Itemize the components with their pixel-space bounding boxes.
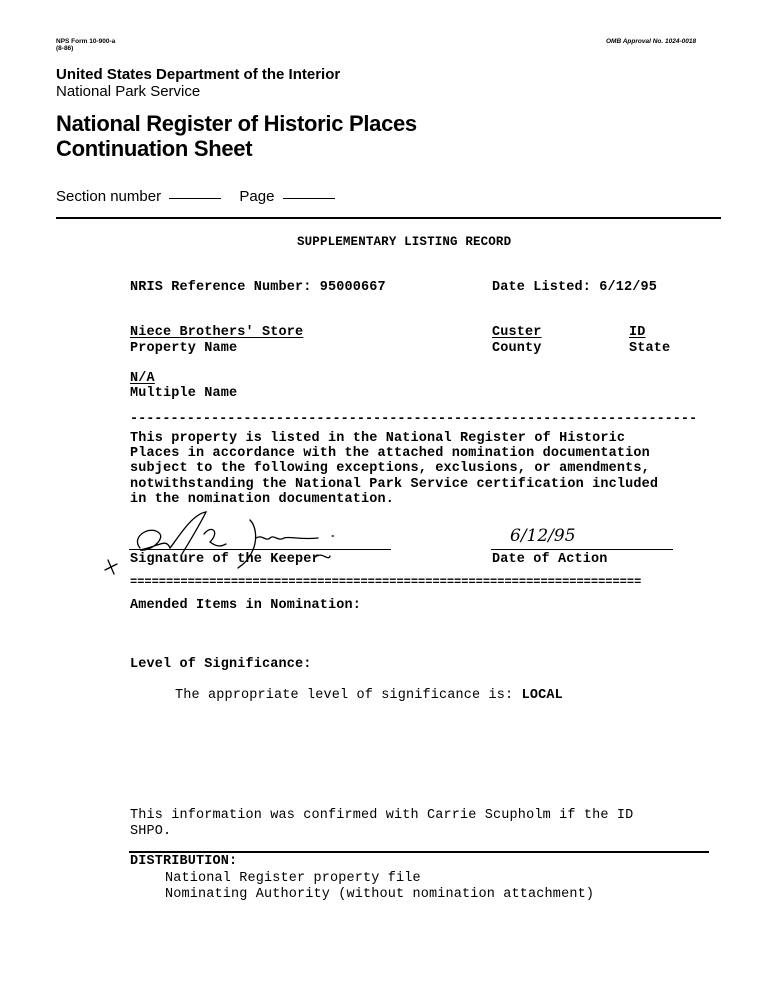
date-action-line xyxy=(491,549,673,550)
date-listed xyxy=(492,280,657,295)
keeper-signature xyxy=(100,508,400,580)
header-rule xyxy=(56,217,721,219)
significance-text: The appropriate level of significance is: xyxy=(175,688,514,703)
date-of-action-label: Date of Action xyxy=(492,552,608,567)
agency-name: National Park Service xyxy=(56,83,201,100)
confirmation-note xyxy=(130,808,633,840)
signature-label: Signature of the Keeper xyxy=(130,552,320,567)
signature-line xyxy=(129,549,391,550)
county-label: County xyxy=(492,341,542,356)
state-value: ID xyxy=(629,325,646,340)
form-title-line2: Continuation Sheet xyxy=(56,136,253,161)
confirmation-line: This information was confirmed with Carrie Scupholm if the ID xyxy=(130,808,634,823)
property-name-label: Property Name xyxy=(130,341,238,356)
record-heading: SUPPLEMENTARY LISTING RECORD xyxy=(297,235,512,249)
form-number xyxy=(56,38,115,52)
page-blank xyxy=(283,197,335,199)
form-number-text: NPS Form 10-900-a xyxy=(56,38,116,45)
form-date-text: (8-86) xyxy=(56,45,74,52)
distribution-heading: DISTRIBUTION: xyxy=(130,854,238,869)
confirmation-line: SHPO. xyxy=(130,824,172,839)
statement-line: in the nomination documentation. xyxy=(130,491,395,507)
nris-value: 95000667 xyxy=(319,280,386,295)
county-value: Custer xyxy=(492,325,542,340)
form-title-line1: National Register of Historic Places xyxy=(56,111,417,136)
significance-line xyxy=(175,688,563,703)
page-label: Page xyxy=(239,188,275,205)
dashed-separator: ---------------------------------------------------------------------- xyxy=(130,412,698,427)
omb-approval: OMB Approval No. 1024-0018 xyxy=(606,38,697,45)
significance-heading: Level of Significance: xyxy=(130,657,312,672)
multiple-name-value: N/A xyxy=(130,371,155,386)
significance-value: LOCAL xyxy=(521,688,563,703)
nris-label: NRIS Reference Number: xyxy=(130,280,312,295)
date-listed-value: 6/12/95 xyxy=(599,280,658,295)
distribution-list xyxy=(165,871,594,903)
handwritten-action-date: 6/12/95 xyxy=(510,526,576,546)
multiple-name-label: Multiple Name xyxy=(130,386,238,401)
nris-reference xyxy=(130,280,386,295)
statement-line: notwithstanding the National Park Service certification included xyxy=(130,476,659,492)
statement-line: Places in accordance with the attached nomination documentation xyxy=(130,446,650,462)
property-name-value: Niece Brothers' Store xyxy=(130,325,304,340)
amended-heading: Amended Items in Nomination: xyxy=(130,598,362,613)
distribution-item: National Register property file xyxy=(165,871,421,886)
statement-line: This property is listed in the National Register of Historic xyxy=(130,431,626,446)
date-listed-label: Date Listed: xyxy=(492,280,592,295)
double-separator: ======================================================================= xyxy=(130,575,642,589)
section-page-line xyxy=(56,188,335,205)
distribution-item: Nominating Authority (without nomination attachment) xyxy=(165,887,595,902)
section-number-label: Section number xyxy=(56,188,162,205)
statement-line: subject to the following exceptions, exclusions, or amendments, xyxy=(130,461,650,477)
listing-statement xyxy=(130,431,658,507)
section-number-blank xyxy=(169,197,221,199)
distribution-rule xyxy=(129,851,709,853)
state-label: State xyxy=(629,341,671,356)
department-name: United States Department of the Interior xyxy=(56,66,341,83)
